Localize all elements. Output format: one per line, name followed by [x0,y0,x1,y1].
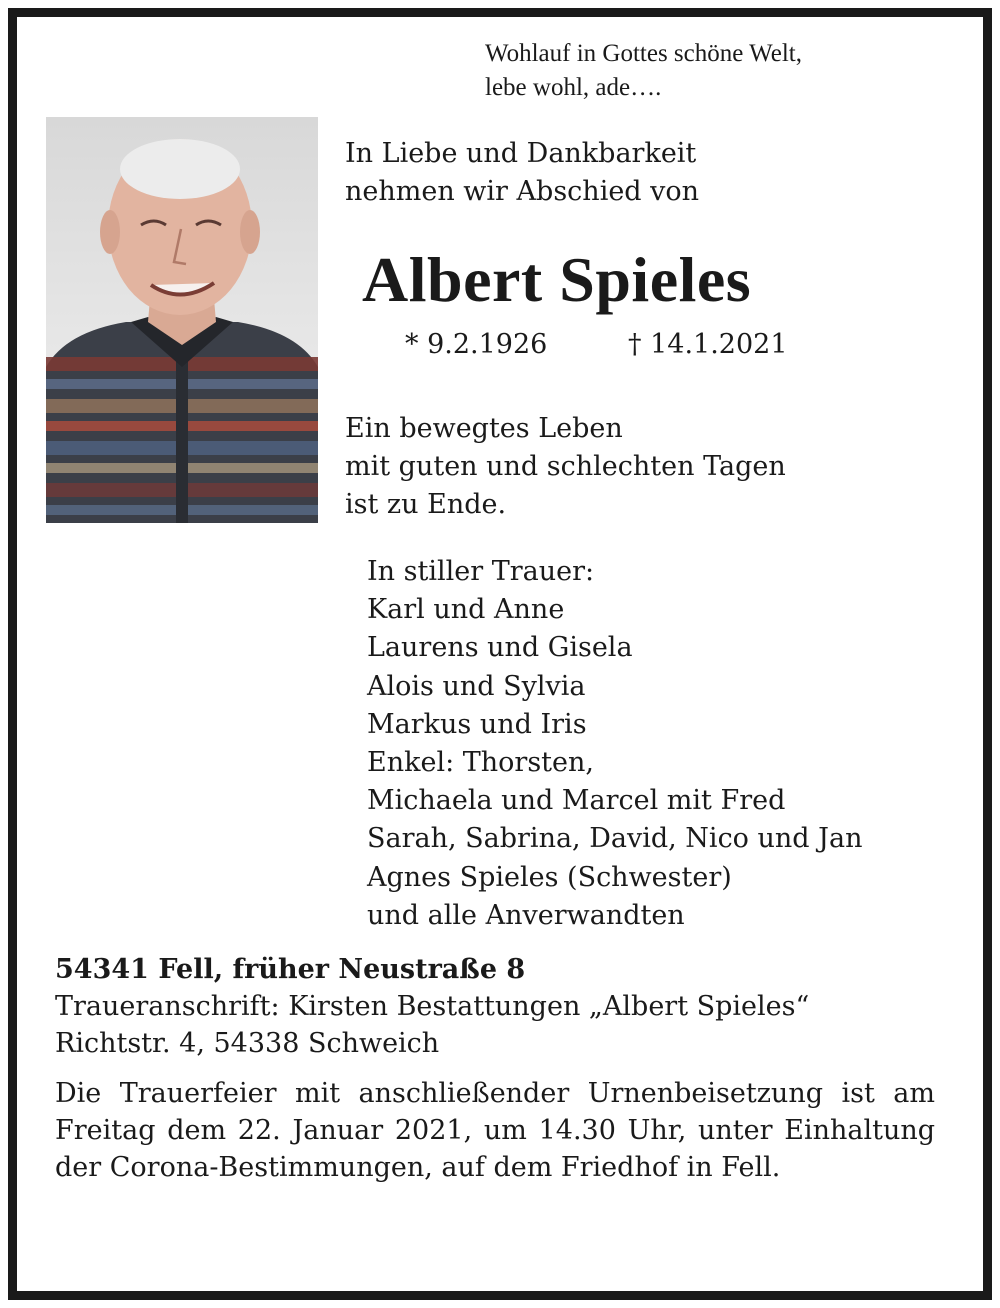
mourner-item: und alle Anverwandten [367,899,685,931]
portrait-photo [46,117,318,523]
mourner-item: Markus und Iris [367,708,587,740]
ceremony-notice: Die Trauerfeier mit anschließender Urnenbeisetzung ist am Freitag dem 22. Januar 2021, um 14.30 Uhr, unter Einhaltung der Corona-Bestimmungen, auf dem Friedhof in Fell. [55,1078,935,1183]
death-date: † 14.1.2021 [628,329,788,360]
motto-line: lebe wohl, ade…. [485,74,662,101]
mourner-item: Agnes Spieles (Schwester) [367,861,732,893]
motto-line: Wohlauf in Gottes schöne Welt, [485,40,802,67]
deceased-name: Albert Spieles [362,244,752,315]
motto [485,37,802,105]
mourner-item: Karl und Anne [367,594,565,626]
life-line: ist zu Ende. [345,489,507,520]
mourner-item: Enkel: Thorsten, [367,747,594,779]
mourner-item: Michaela und Marcel mit Fred [367,785,786,817]
mourning-street: Richtstr. 4, 54338 Schweich [55,1028,440,1059]
intro-text [345,135,699,211]
mourning-address: Traueranschrift: Kirsten Bestattungen „Albert Spieles“ [55,991,810,1022]
life-line: mit guten und schlechten Tagen [345,451,786,482]
home-address: 54341 Fell, früher Neustraße 8 [55,954,526,985]
mourners-list [367,553,862,935]
mourner-item: Sarah, Sabrina, David, Nico und Jan [367,823,863,855]
life-verse [345,410,786,524]
intro-line: nehmen wir Abschied von [345,176,700,207]
birth-date: * 9.2.1926 [405,329,548,360]
mourners-heading: In stiller Trauer: [367,556,595,587]
mourner-item: Laurens und Gisela [367,632,633,664]
intro-line: In Liebe und Dankbarkeit [345,138,697,169]
footer [55,951,935,1186]
mourner-item: Alois und Sylvia [367,670,586,702]
life-line: Ein bewegtes Leben [345,413,623,444]
